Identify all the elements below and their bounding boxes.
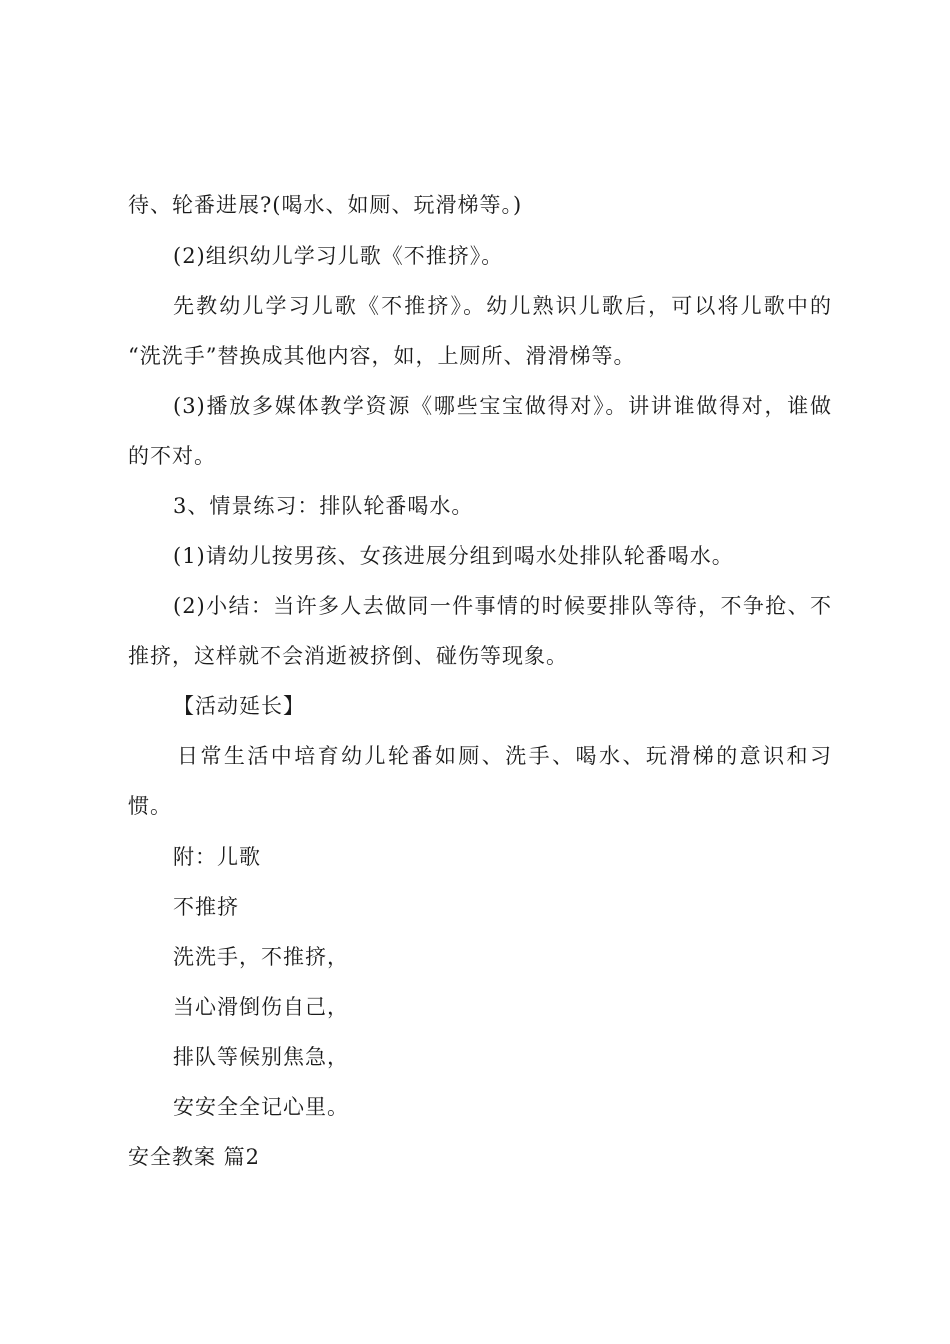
paragraph-line: (3)播放多媒体教学资源《哪些宝宝做得对》。讲讲谁做得对，谁做 [173, 394, 832, 418]
paragraph-line: 日常生活中培育幼儿轮番如厕、洗手、喝水、玩滑梯的意识和习 [177, 744, 832, 768]
paragraph-line: 的不对。 [128, 444, 216, 468]
poem-line: 当心滑倒伤自己， [173, 995, 349, 1019]
paragraph-line: 待、轮番进展?(喝水、如厕、玩滑梯等。) [128, 193, 523, 217]
paragraph-line: (1)请幼儿按男孩、女孩进展分组到喝水处排队轮番喝水。 [173, 544, 734, 568]
paragraph-line: “洗洗手”替换成其他内容，如，上厕所、滑滑梯等。 [128, 344, 636, 368]
poem-line: 洗洗手，不推挤， [173, 945, 349, 969]
section-title: 安全教案 篇2 [128, 1145, 261, 1169]
poem-line: 排队等候别焦急， [173, 1045, 349, 1069]
section-heading: 【活动延长】 [173, 694, 305, 718]
paragraph-line: (2)组织幼儿学习儿歌《不推挤》。 [173, 244, 504, 268]
poem-line: 安安全全记心里。 [173, 1095, 349, 1119]
paragraph-line: 惯。 [128, 794, 172, 818]
paragraph-line: 先教幼儿学习儿歌《不推挤》。幼儿熟识儿歌后，可以将儿歌中的 [173, 294, 832, 318]
paragraph-line: 推挤，这样就不会消逝被挤倒、碰伤等现象。 [128, 644, 568, 668]
poem-intro: 附：儿歌 [173, 845, 261, 869]
section-heading: 3、情景练习：排队轮番喝水。 [173, 494, 474, 518]
poem-title: 不推挤 [173, 895, 239, 919]
paragraph-line: (2)小结：当许多人去做同一件事情的时候要排队等待，不争抢、不 [173, 594, 832, 618]
